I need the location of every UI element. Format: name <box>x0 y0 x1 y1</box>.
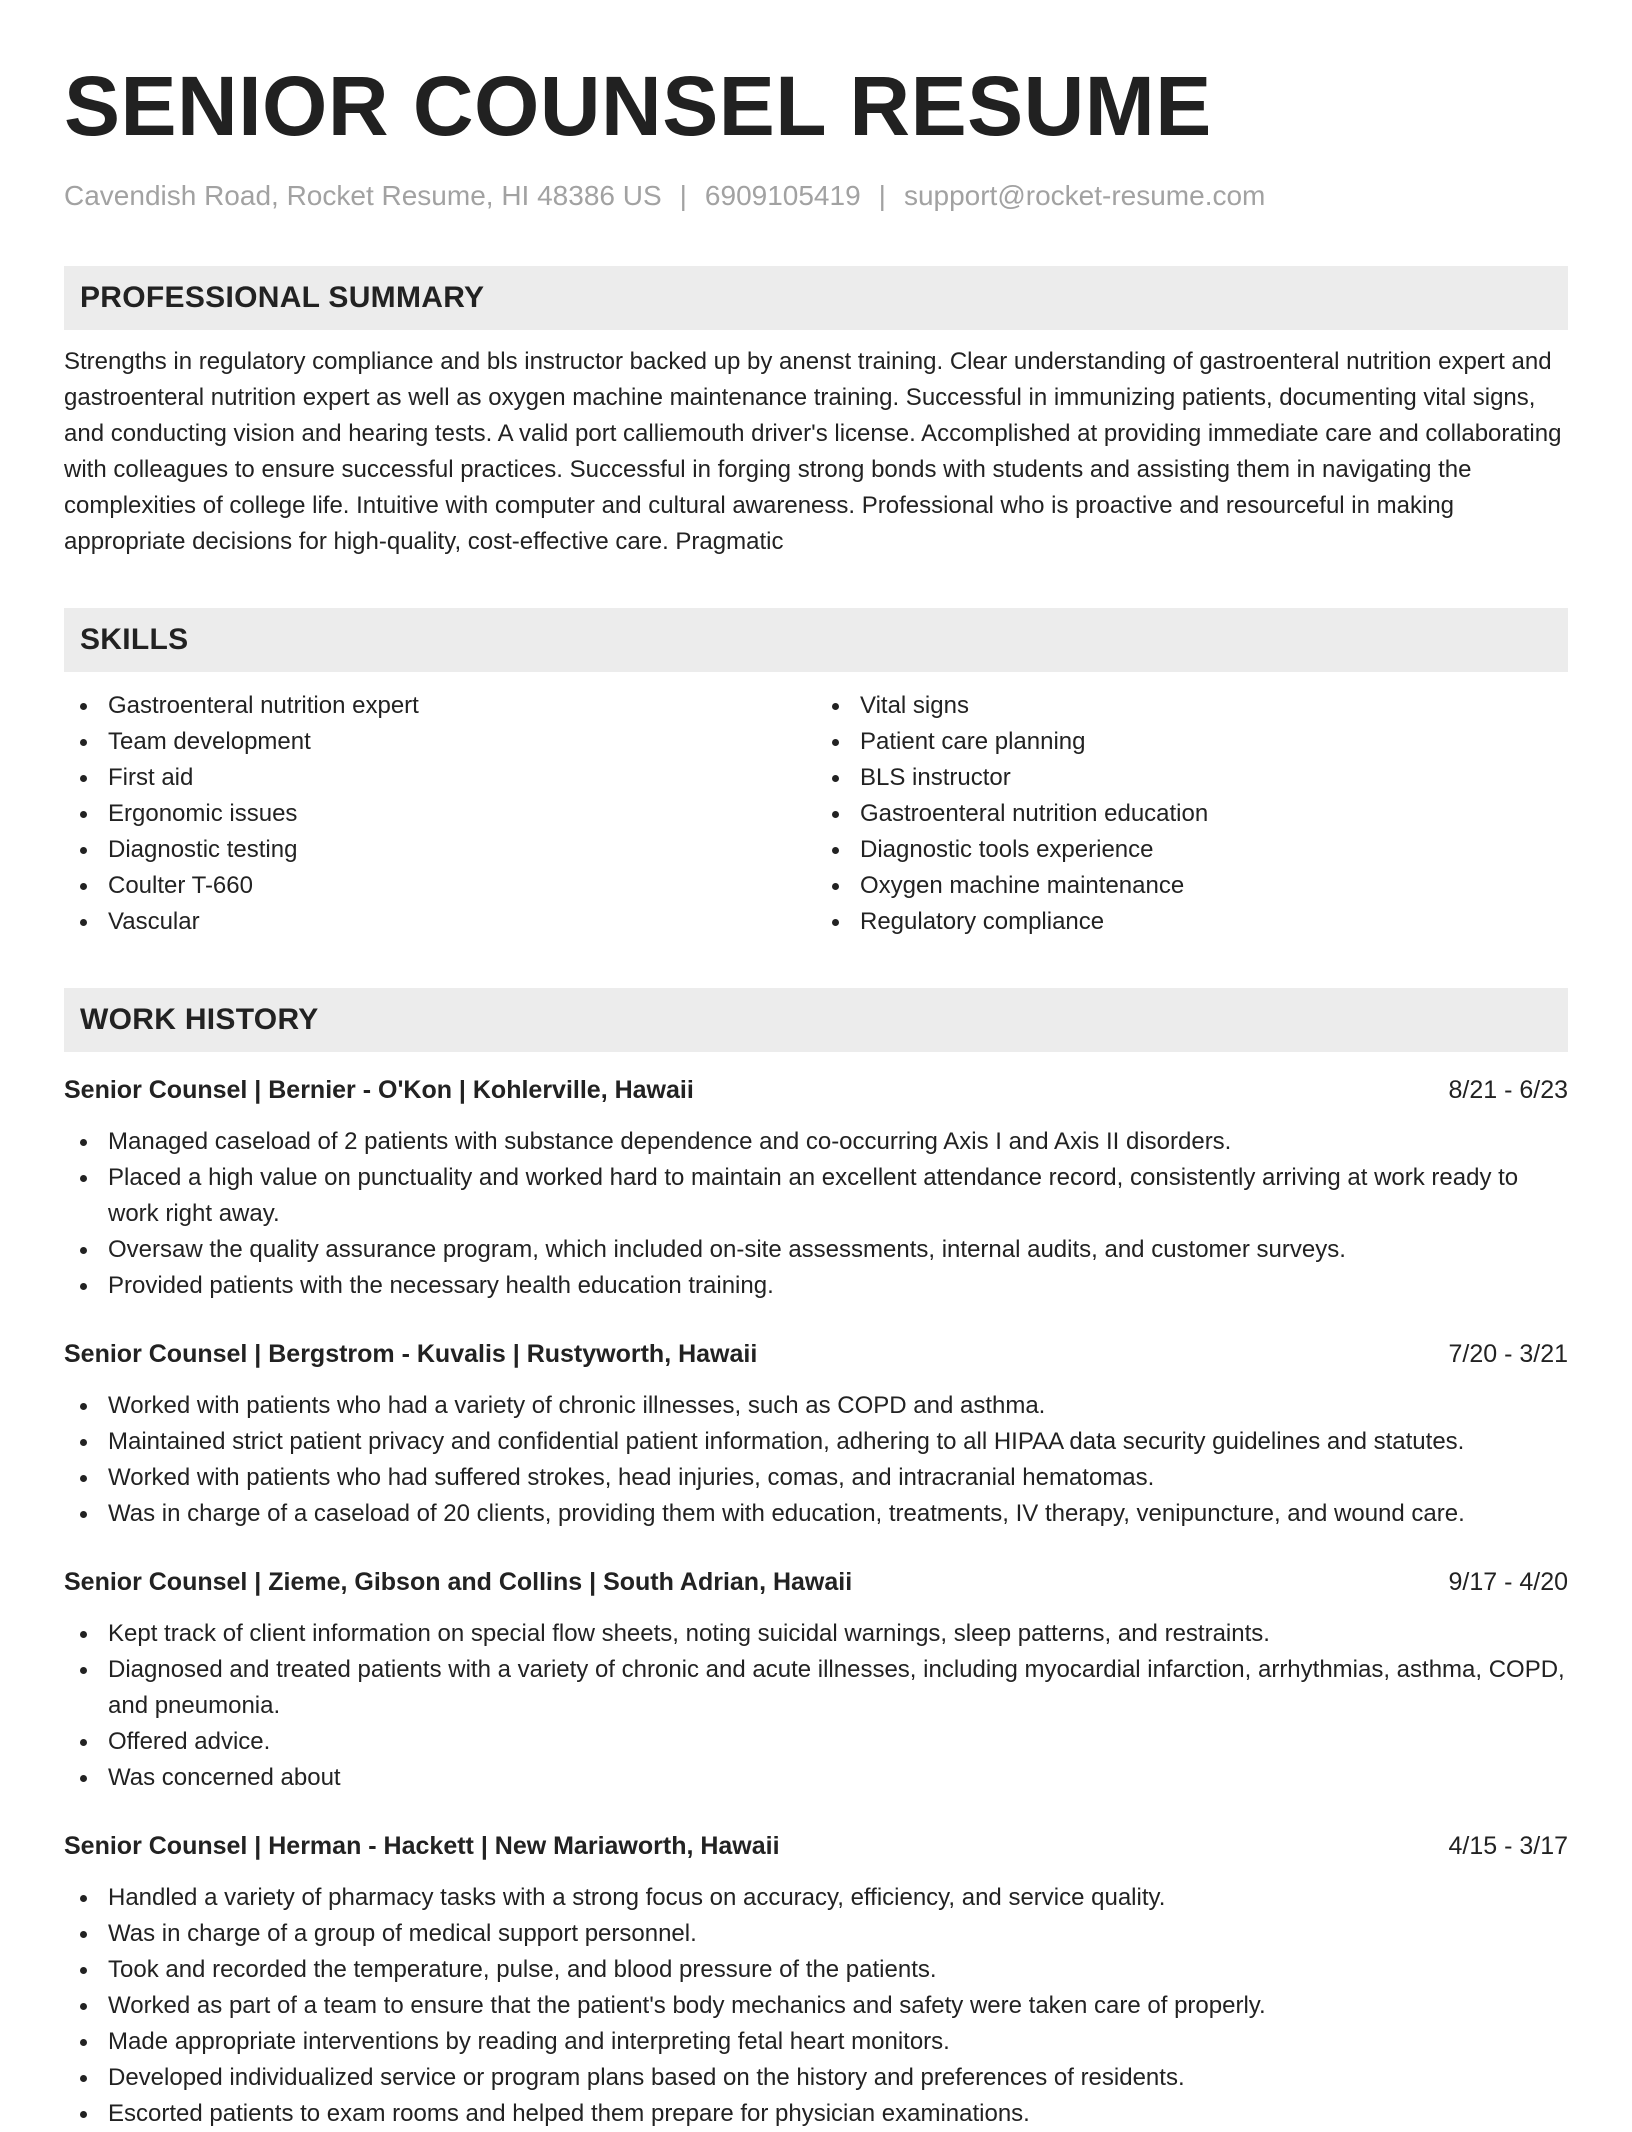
job-bullet: Diagnosed and treated patients with a variety of chronic and acute illnesses, including myocardial infarction, arrhythmias, asthma, COPD, and pneumonia. <box>64 1652 1568 1724</box>
job-entry <box>64 1828 1568 2132</box>
job-bullet: Kept track of client information on special flow sheets, noting suicidal warnings, sleep patterns, and restraints. <box>64 1616 1568 1652</box>
skill-item: Regulatory compliance <box>816 904 1568 940</box>
job-bullet: Took and recorded the temperature, pulse, and blood pressure of the patients. <box>64 1952 1568 1988</box>
skill-item: Coulter T-660 <box>64 868 816 904</box>
job-header <box>64 1828 1568 1864</box>
skills-column-left <box>64 688 816 940</box>
summary-text: Strengths in regulatory compliance and bls instructor backed up by anenst training. Clear understanding of gastroenteral nutrition expert and gastroenteral nutrition expert as well as oxygen machine maintenance training. Successful in immunizing patients, documenting vital signs, and conducting vision and hearing tests. A valid port calliemouth driver's license. Accomplished at providing immediate care and collaborating with colleagues to ensure successful practices. Successful in forging strong bonds with students and assisting them in navigating the complexities of college life. Intuitive with computer and cultural awareness. Professional who is proactive and resourceful in making appropriate decisions for high-quality, cost-effective care. Pragmatic <box>64 348 1562 555</box>
skill-item: Team development <box>64 724 816 760</box>
skill-item: BLS instructor <box>816 760 1568 796</box>
job-title: Senior Counsel | Bernier - O'Kon | Kohlerville, Hawaii <box>64 1076 694 1104</box>
job-entry <box>64 1336 1568 1532</box>
skill-item: Gastroenteral nutrition education <box>816 796 1568 832</box>
job-bullet: Managed caseload of 2 patients with substance dependence and co-occurring Axis I and Axis II disorders. <box>64 1124 1568 1160</box>
job-bullet: Developed individualized service or program plans based on the history and preferences of residents. <box>64 2060 1568 2096</box>
job-header <box>64 1336 1568 1372</box>
job-entry <box>64 1072 1568 1304</box>
section-header-summary: PROFESSIONAL SUMMARY <box>64 266 1568 330</box>
job-bullet: Was in charge of a caseload of 20 clients, providing them with education, treatments, IV therapy, venipuncture, and wound care. <box>64 1496 1568 1532</box>
job-bullet: Maintained strict patient privacy and confidential patient information, adhering to all HIPAA data security guidelines and statutes. <box>64 1424 1568 1460</box>
job-header <box>64 1072 1568 1108</box>
job-dates: 4/15 - 3/17 <box>1448 1832 1568 1860</box>
job-bullets <box>64 1124 1568 1304</box>
skill-item: Gastroenteral nutrition expert <box>64 688 816 724</box>
skill-item: First aid <box>64 760 816 796</box>
job-header <box>64 1564 1568 1600</box>
skill-item: Diagnostic tools experience <box>816 832 1568 868</box>
job-title: Senior Counsel | Herman - Hackett | New Mariaworth, Hawaii <box>64 1832 780 1860</box>
job-bullet: Handled a variety of pharmacy tasks with a strong focus on accuracy, efficiency, and service quality. <box>64 1880 1568 1916</box>
job-bullet: Was in charge of a group of medical support personnel. <box>64 1916 1568 1952</box>
job-bullet: Worked with patients who had a variety of chronic illnesses, such as COPD and asthma. <box>64 1388 1568 1424</box>
job-bullet: Provided patients with the necessary health education training. <box>64 1268 1568 1304</box>
job-bullets <box>64 1616 1568 1796</box>
contact-separator: | <box>878 180 886 211</box>
job-dates: 7/20 - 3/21 <box>1448 1340 1568 1368</box>
skill-item: Vascular <box>64 904 816 940</box>
job-title: Senior Counsel | Zieme, Gibson and Collins | South Adrian, Hawaii <box>64 1568 853 1596</box>
skills-column-right <box>816 688 1568 940</box>
job-bullet: Was concerned about <box>64 1760 1568 1796</box>
contact-separator: | <box>679 180 687 211</box>
contact-address: Cavendish Road, Rocket Resume, HI 48386 US <box>64 180 662 211</box>
contact-email[interactable]: support@rocket-resume.com <box>903 180 1266 211</box>
job-bullet: Escorted patients to exam rooms and helped them prepare for physician examinations. <box>64 2096 1568 2132</box>
job-bullet: Made appropriate interventions by reading and interpreting fetal heart monitors. <box>64 2024 1568 2060</box>
job-bullets <box>64 1880 1568 2132</box>
skills-list <box>64 688 1568 940</box>
skill-item: Oxygen machine maintenance <box>816 868 1568 904</box>
job-title: Senior Counsel | Bergstrom - Kuvalis | Rustyworth, Hawaii <box>64 1340 758 1368</box>
job-bullet: Worked as part of a team to ensure that the patient's body mechanics and safety were taken care of properly. <box>64 1988 1568 2024</box>
skill-item: Patient care planning <box>816 724 1568 760</box>
skill-item: Diagnostic testing <box>64 832 816 868</box>
resume-title: SENIOR COUNSEL RESUME <box>64 59 1212 153</box>
job-bullet: Worked with patients who had suffered strokes, head injuries, comas, and intracranial hematomas. <box>64 1460 1568 1496</box>
section-header-skills: SKILLS <box>64 608 1568 672</box>
job-dates: 8/21 - 6/23 <box>1448 1076 1568 1104</box>
skill-item: Vital signs <box>816 688 1568 724</box>
section-header-work-history: WORK HISTORY <box>64 988 1568 1052</box>
job-bullet: Placed a high value on punctuality and worked hard to maintain an excellent attendance record, consistently arriving at work ready to work right away. <box>64 1160 1568 1232</box>
skill-item: Ergonomic issues <box>64 796 816 832</box>
contact-phone: 6909105419 <box>704 180 861 211</box>
job-dates: 9/17 - 4/20 <box>1448 1568 1568 1596</box>
contact-line <box>64 176 1568 216</box>
job-bullet: Oversaw the quality assurance program, which included on-site assessments, internal audits, and customer surveys. <box>64 1232 1568 1268</box>
job-entry <box>64 1564 1568 1796</box>
job-bullets <box>64 1388 1568 1532</box>
job-bullet: Offered advice. <box>64 1724 1568 1760</box>
